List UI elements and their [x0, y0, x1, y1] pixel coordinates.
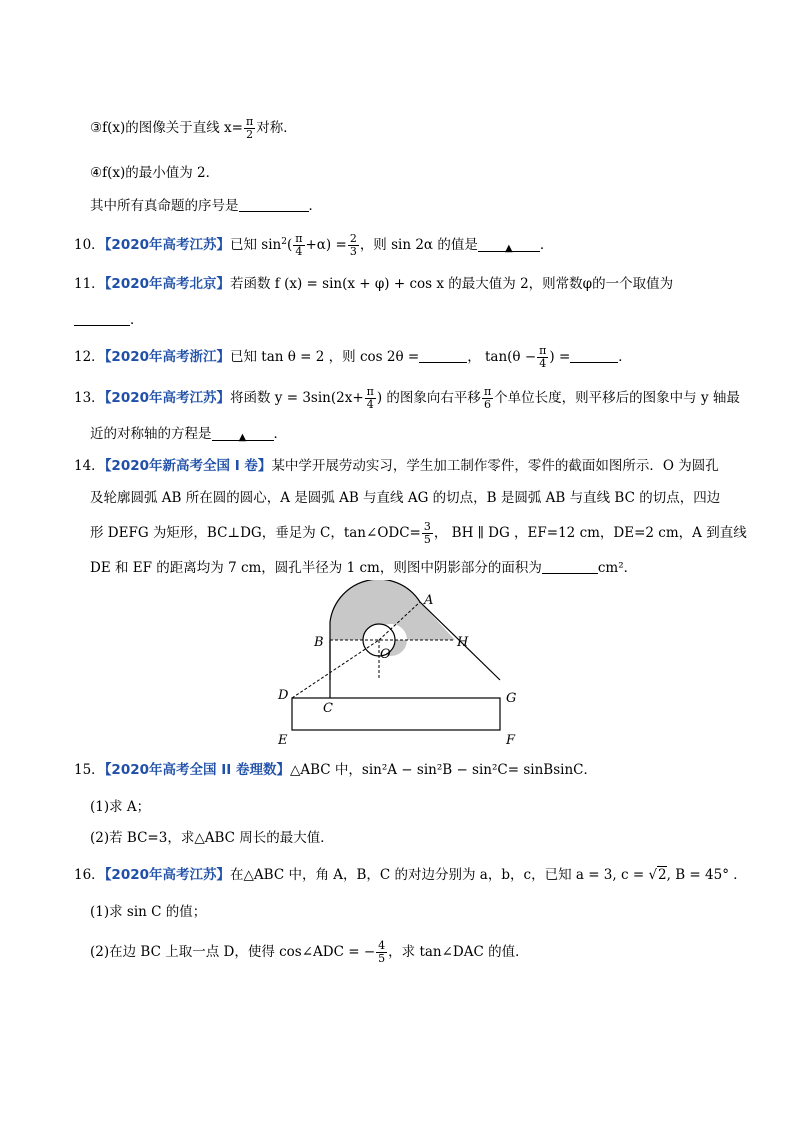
answer-blank: ▲ — [212, 426, 274, 441]
question-13-line2: 近的对称轴的方程是 ▲ ． — [90, 426, 287, 443]
answer-blank — [239, 197, 309, 212]
fraction: $\frac{\pi}{2}$ — [245, 115, 254, 141]
question-13: 13．【2020年高考江苏】将函数 y = 3sin(2x+ $\frac{\pi}{4}$ ) 的图象向右平移 $\frac{\pi}{6}$ 个单位长度，则平移后的图象中与 y 轴最 — [74, 385, 740, 411]
label-o: O — [380, 647, 391, 662]
question-14-l2: 及轮廓圆弧 AB 所在圆的圆心，A 是圆弧 AB 与直线 AG 的切点，B 是圆弧 AB 与直线 BC 的切点，四边 — [90, 490, 721, 506]
question-16-part1: (1)求 sin C 的值； — [90, 904, 207, 920]
question-16-part2: (2)在边 BC 上取一点 D，使得 cos∠ADC = − $\frac{4}{5}$ ，求 tan∠DAC 的值． — [90, 939, 529, 965]
answer-blank: ▲ — [478, 237, 540, 252]
item-3: ③f(x)的图像关于直线 x= $\frac{\pi}{2}$ 对称． — [90, 115, 297, 141]
label-h: H — [457, 635, 469, 650]
question-16: 16．【2020年高考江苏】在△ABC 中，角 A，B，C 的对边分别为 a，b，c，已知 a = 3, c = √2, B = 45° ． — [74, 867, 747, 883]
answer-blank — [419, 348, 467, 363]
label-a: A — [424, 593, 434, 608]
question-15-part2: (2)若 BC=3，求△ABC 周长的最大值． — [90, 830, 334, 846]
item-4: ④f(x)的最小值为 2． — [90, 165, 220, 181]
answer-blank — [570, 348, 618, 363]
question-15: 15．【2020年高考全国 II 卷理数】△ABC 中，sin²A − sin²B − sin²C= sinBsinC． — [74, 762, 597, 778]
question-15-part1: (1)求 A； — [90, 799, 151, 815]
question-14-l1: 14．【2020年新高考全国 I 卷】某中学开展劳动实习，学生加工制作零件，零件的截面如图所示．O 为圆孔 — [74, 458, 719, 474]
question-11-blank: ． — [74, 310, 144, 330]
question-9-end: 其中所有真命题的序号是 ． — [90, 198, 322, 214]
question-12: 12．【2020年高考浙江】已知 tan θ = 2 ，则 cos 2θ = ， tan(θ − $\frac{\pi}{4}$ ) = ． — [74, 344, 632, 370]
question-14-l3: 形 DEFG 为矩形，BC⊥DG，垂足为 C，tan∠ODC= $\frac{3}{5}$ ， BH ∥ DG ，EF=12 cm，DE=2 cm，A 到直线 — [90, 520, 747, 546]
answer-blank — [542, 559, 598, 574]
question-11: 11．【2020年高考北京】若函数 f (x) = sin(x + φ) + cos x 的最大值为 2，则常数φ的一个取值为 — [74, 276, 674, 292]
question-10: 10．【2020年高考江苏】已知 $\sin^2$( $\frac{\pi}{4}$ +α) = $\frac{2}{3}$ ，则 sin 2α 的值是 ▲ ． — [74, 232, 554, 258]
part-cross-section-figure — [270, 580, 530, 750]
label-g: G — [506, 691, 517, 706]
label-d: D — [278, 688, 289, 703]
label-c: C — [323, 701, 333, 716]
question-14-l4: DE 和 EF 的距离均为 7 cm，圆孔半径为 1 cm，则图中阴影部分的面积为 cm²． — [90, 560, 638, 576]
label-e: E — [278, 733, 288, 748]
source-tag: 【2020年高考江苏】 — [104, 237, 231, 253]
label-f: F — [506, 733, 516, 748]
answer-blank — [74, 311, 130, 326]
label-b: B — [314, 635, 324, 650]
